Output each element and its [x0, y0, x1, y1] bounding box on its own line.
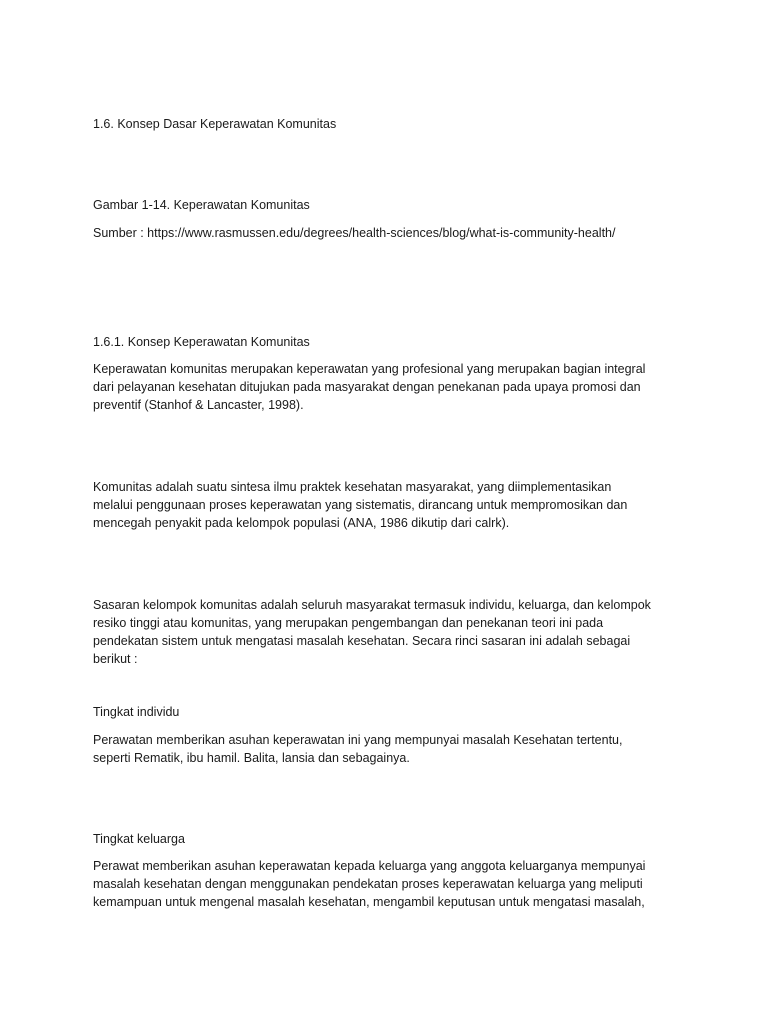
- paragraph-line: seperti Rematik, ibu hamil. Balita, lansia dan sebagainya.: [93, 751, 410, 765]
- paragraph-line: preventif (Stanhof & Lancaster, 1998).: [93, 398, 304, 412]
- paragraph-line: resiko tinggi atau komunitas, yang merupakan pengembangan dan penekanan teori ini pada: [93, 616, 604, 630]
- paragraph-line: melalui penggunaan proses keperawatan yang sistematis, dirancang untuk mempromosikan dan: [93, 498, 628, 512]
- paragraph-line: Perawatan memberikan asuhan keperawatan ini yang mempunyai masalah Kesehatan tertentu,: [93, 733, 623, 747]
- paragraph-line: kemampuan untuk mengenal masalah kesehatan, mengambil keputusan untuk mengatasi masalah,: [93, 895, 645, 909]
- paragraph-line: masalah kesehatan dengan menggunakan pendekatan proses keperawatan keluarga yang meliputi: [93, 877, 643, 891]
- subsection-heading: 1.6.1. Konsep Keperawatan Komunitas: [93, 335, 310, 349]
- figure-caption: Gambar 1-14. Keperawatan Komunitas: [93, 198, 310, 212]
- paragraph-line: Perawat memberikan asuhan keperawatan kepada keluarga yang anggota keluarganya mempunyai: [93, 859, 646, 873]
- paragraph-tingkat-keluarga: [93, 857, 683, 911]
- paragraph-line: Sasaran kelompok komunitas adalah seluruh masyarakat termasuk individu, keluarga, dan kelompok: [93, 598, 651, 612]
- source-line: Sumber : https://www.rasmussen.edu/degrees/health-sciences/blog/what-is-community-health/: [93, 226, 616, 240]
- paragraph-line: berikut :: [93, 652, 138, 666]
- paragraph-sasaran: [93, 596, 683, 668]
- paragraph-line: dari pelayanan kesehatan ditujukan pada masyarakat dengan penekanan pada upaya promosi dan: [93, 380, 641, 394]
- paragraph-line: Keperawatan komunitas merupakan keperawatan yang profesional yang merupakan bagian integral: [93, 362, 646, 376]
- heading-tingkat-keluarga: Tingkat keluarga: [93, 832, 185, 846]
- paragraph-line: pendekatan sistem untuk mengatasi masalah kesehatan. Secara rinci sasaran ini adalah sebagai: [93, 634, 631, 648]
- paragraph-tingkat-individu: [93, 731, 683, 767]
- paragraph-line: mencegah penyakit pada kelompok populasi (ANA, 1986 dikutip dari calrk).: [93, 516, 510, 530]
- paragraph-komunitas: [93, 478, 683, 532]
- heading-tingkat-individu: Tingkat individu: [93, 705, 180, 719]
- paragraph-line: Komunitas adalah suatu sintesa ilmu praktek kesehatan masyarakat, yang diimplementasikan: [93, 480, 612, 494]
- paragraph-keperawatan-komunitas: [93, 360, 683, 414]
- section-heading: 1.6. Konsep Dasar Keperawatan Komunitas: [93, 117, 337, 131]
